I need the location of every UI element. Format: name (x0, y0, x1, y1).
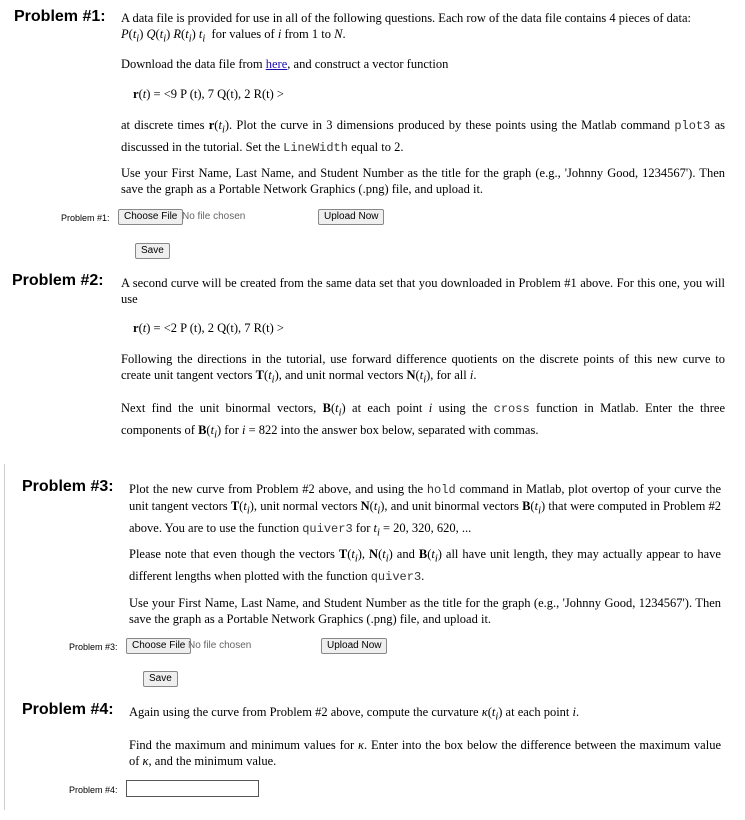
data-file-link[interactable]: here (265, 57, 288, 71)
problem-4-answer-input[interactable] (126, 780, 259, 797)
problem-2-binormal-text: Next find the unit binormal vectors, $B(t_i)$ at each point i using the cross function in Matlab. Enter the three components of $B(t_i)$ for i = 822 into the answer box below, separated with commas. (121, 401, 726, 440)
problem-1-title: Problem #1: (14, 8, 106, 25)
problem-3-upload-label: Problem #3: (69, 642, 118, 652)
problem-4-answer-label: Problem #4: (69, 785, 118, 795)
section-divider (4, 464, 5, 810)
problem-1-download: Download the data file from here, and construct a vector function (121, 57, 449, 71)
problem-3-upload-now-button[interactable]: Upload Now (321, 638, 387, 654)
problem-2-formula: r(t) = <2 P (t), 2 Q(t), 7 R(t) > (133, 321, 284, 335)
problem-1-upload-now-button[interactable]: Upload Now (318, 209, 384, 225)
problem-1-choose-file-button[interactable]: Choose File (118, 209, 183, 225)
problem-1-upload-label: Problem #1: (61, 213, 110, 223)
problem-4-curvature-text: Again using the curve from Problem #2 above, compute the curvature $\kappa(t_i)$ at each point i. (129, 705, 580, 723)
problem-3-choose-file-button[interactable]: Choose File (126, 638, 191, 654)
problem-3-title: Problem #3: (22, 478, 114, 495)
problem-3-no-file-text: No file chosen (188, 640, 252, 651)
problem-3-save-button[interactable]: Save (143, 671, 178, 687)
problem-4-difference-text: Find the maximum and minimum values for κ. Enter into the box below the difference between the maximum value of κ, and the minimum value. (129, 738, 721, 768)
problem-4-title: Problem #4: (22, 701, 114, 718)
problem-3-plot-text: Plot the new curve from Problem #2 above, and using the hold command in Matlab, plot overtop of your curve the unit tangent vectors $T(t_i)$, unit normal vectors $N(t_i)$, and unit binormal vectors $B(t_i)$ that were computed in Problem #2 above. You are to use the function quiver3 for $t_i = 20$, 320, 620, ... (129, 482, 722, 538)
problem-3-note-text: Please note that even though the vectors $T(t_i)$, $N(t_i)$ and $B(t_i)$ all have unit length, they may actually appear to have different lengths when plotted with the function quiver3. (129, 547, 721, 584)
problem-1-no-file-text: No file chosen (182, 211, 246, 222)
problem-3-title-instructions: Use your First Name, Last Name, and Student Number as the title for the graph (e.g., 'Johnny Good, 1234567'). Then save the graph as a Portable Network Graphics (.png) file, and upload it. (129, 596, 721, 626)
problem-2-tangent-text: Following the directions in the tutorial, use forward difference quotients on the discrete points of this new curve to create unit tangent vectors $T(t_i)$, and unit normal vectors $N(t_i)$, for all i. (121, 352, 725, 386)
problem-1-formula: r(t) = <9 P (t), 7 Q(t), 2 R(t) > (133, 87, 284, 101)
problem-1-intro: A data file is provided for use in all of the following questions. Each row of the data file contains 4 pieces of data: $P(t_i)$ $Q(t_i)$ $R(t_i)$ $t_i$ for values of i from 1 to N. (121, 11, 691, 45)
problem-1-save-button[interactable]: Save (135, 243, 170, 259)
problem-1-title-instructions: Use your First Name, Last Name, and Student Number as the title for the graph (e.g., 'Johnny Good, 1234567'). Then save the graph as a Portable Network Graphics (.png) file, and upload it. (121, 166, 725, 196)
problem-2-title: Problem #2: (12, 272, 104, 289)
problem-1-plot-text: at discrete times $r(t_i)$. Plot the curve in 3 dimensions produced by these points using the Matlab command plot3 as discussed in the tutorial. Set the LineWidth equal to 2. (121, 118, 725, 155)
problem-2-intro: A second curve will be created from the same data set that you downloaded in Problem #1 above. For this one, you will use (121, 276, 725, 306)
